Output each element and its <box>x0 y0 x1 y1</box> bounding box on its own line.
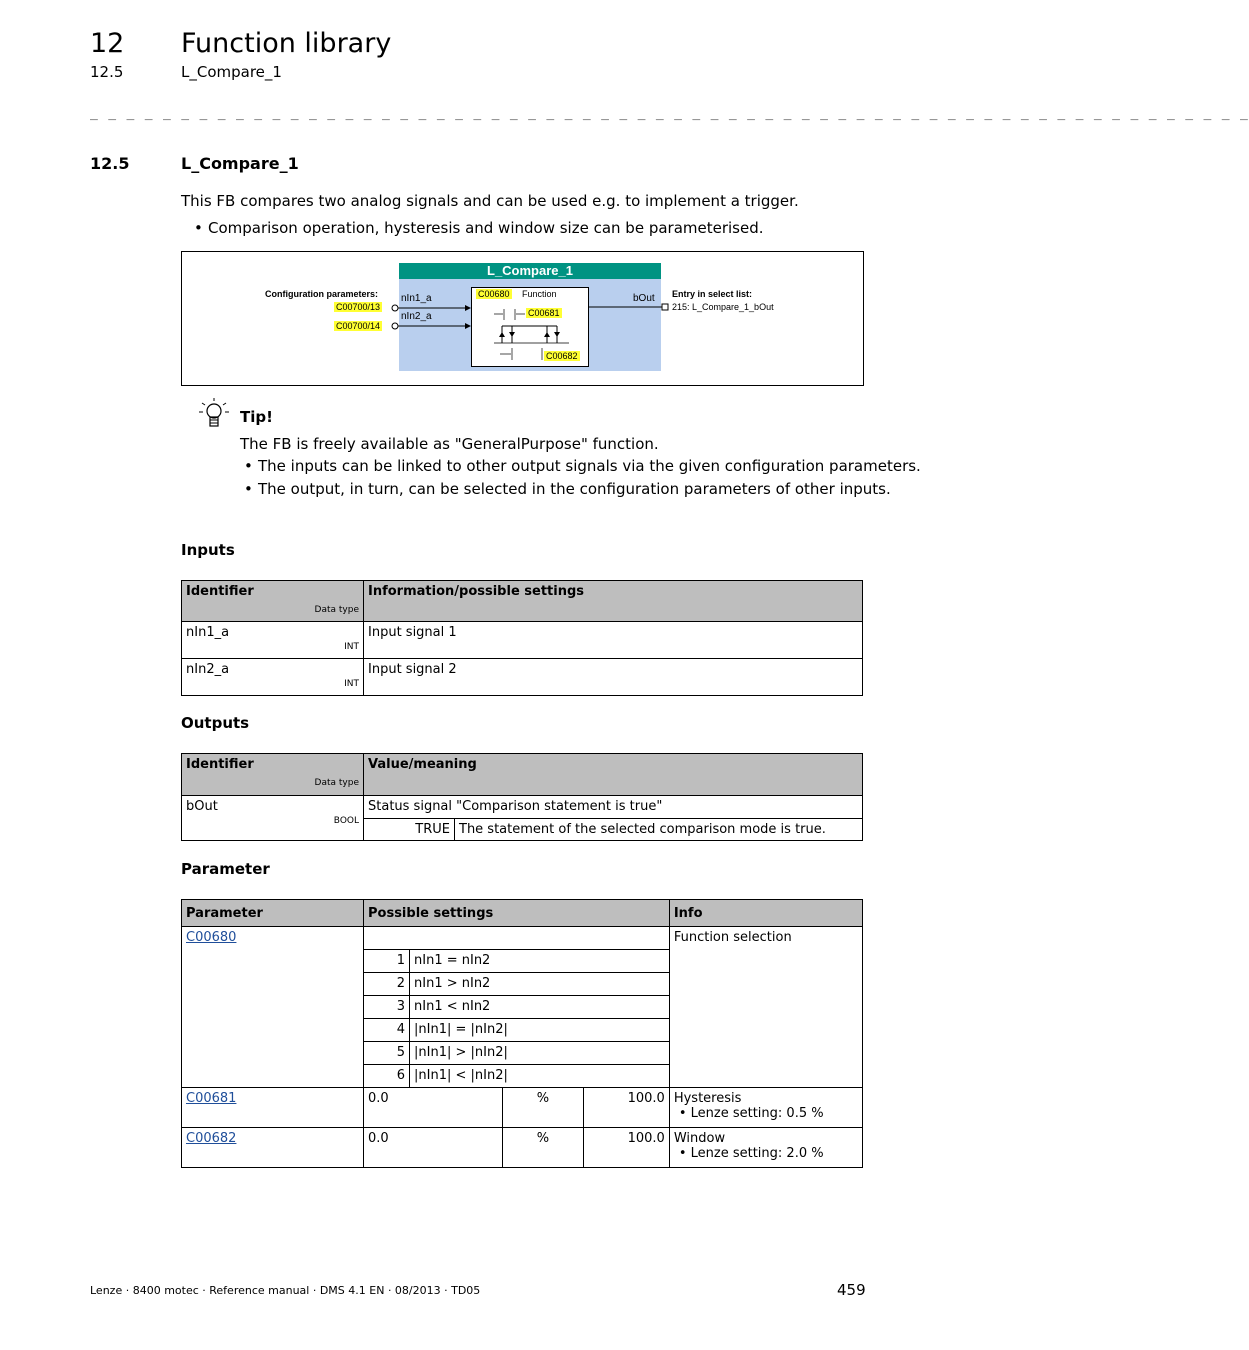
parameter-table <box>181 899 863 1168</box>
config-param-2: C00700/14 <box>336 321 381 331</box>
inputs-heading: Inputs <box>181 541 235 559</box>
lenze-setting-text: Lenze setting: 0.5 % <box>690 1106 824 1121</box>
option-text: |nIn1| = |nIn2| <box>414 1022 508 1037</box>
input-1-label: nIn1_a <box>401 293 432 304</box>
datatype: INT <box>344 642 359 652</box>
function-code: C00680 <box>478 289 510 299</box>
subchapter-number: 12.5 <box>90 63 124 81</box>
meaning: The statement of the selected comparison mode is true. <box>459 822 826 837</box>
lenze-setting: • Lenze setting: 2.0 % <box>678 1146 824 1161</box>
param-unit: % <box>536 1091 550 1106</box>
option-text: nIn1 = nIn2 <box>414 953 491 968</box>
entry-label: Entry in select list: <box>672 289 753 299</box>
inputs-table <box>181 580 863 696</box>
parameter-heading: Parameter <box>181 860 270 878</box>
tip-bullet-1: • The inputs can be linked to other output signals via the given configuration parameters. <box>244 457 921 475</box>
col-datatype: Data type <box>314 778 359 788</box>
param-min: 0.0 <box>368 1091 389 1106</box>
table-row <box>182 622 863 659</box>
param-max: 100.0 <box>627 1091 665 1106</box>
window-code: C00682 <box>546 351 578 361</box>
identifier: nIn1_a <box>186 625 230 640</box>
option-text: |nIn1| < |nIn2| <box>414 1068 508 1083</box>
config-parameters-label: Configuration parameters: <box>265 289 379 299</box>
value: TRUE <box>415 822 450 837</box>
diagram-wiring <box>182 252 863 385</box>
hysteresis-code: C00681 <box>528 308 560 318</box>
tip-bullet-text: The output, in turn, can be selected in the configuration parameters of other inputs. <box>258 480 891 498</box>
config-param-1: C00700/13 <box>336 302 381 312</box>
option-number: 1 <box>396 953 405 968</box>
table-row <box>182 659 863 696</box>
subchapter-title: L_Compare_1 <box>181 63 282 81</box>
output-label: bOut <box>633 293 655 304</box>
lightbulb-icon <box>197 396 233 432</box>
option-number: 4 <box>396 1022 405 1037</box>
tip-text: The FB is freely available as "GeneralPurpose" function. <box>240 435 659 453</box>
param-info: Hysteresis <box>673 1091 742 1106</box>
col-identifier: Identifier <box>186 584 254 599</box>
chapter-title: Function library <box>181 28 392 59</box>
datatype: BOOL <box>333 816 359 826</box>
col-parameter: Parameter <box>186 906 263 921</box>
param-link-c00682[interactable]: C00682 <box>186 1131 237 1146</box>
intro-text: This FB compares two analog signals and can be used e.g. to implement a trigger. <box>181 192 799 210</box>
section-number: 12.5 <box>90 154 130 173</box>
identifier: bOut <box>186 799 218 814</box>
col-value: Value/meaning <box>368 757 477 772</box>
entry-value: 215: L_Compare_1_bOut <box>672 302 774 312</box>
table-row <box>182 796 863 819</box>
input-2-label: nIn2_a <box>401 311 432 322</box>
param-min: 0.0 <box>368 1131 389 1146</box>
col-identifier: Identifier <box>186 757 254 772</box>
option-text: nIn1 < nIn2 <box>414 999 491 1014</box>
intro-bullet-text: Comparison operation, hysteresis and window size can be parameterised. <box>208 219 764 237</box>
option-text: nIn1 > nIn2 <box>414 976 491 991</box>
param-link-c00680[interactable]: C00680 <box>186 930 237 945</box>
info: Input signal 2 <box>368 662 457 677</box>
param-unit: % <box>536 1131 550 1146</box>
lenze-setting-text: Lenze setting: 2.0 % <box>690 1146 824 1161</box>
tip-bullet-text: The inputs can be linked to other output signals via the given configuration parameters. <box>258 457 921 475</box>
option-number: 2 <box>396 976 405 991</box>
option-number: 6 <box>396 1068 405 1083</box>
table-row <box>182 1128 863 1168</box>
param-info: Window <box>673 1131 726 1146</box>
datatype: INT <box>344 679 359 689</box>
chapter-number: 12 <box>90 28 125 59</box>
identifier: nIn2_a <box>186 662 230 677</box>
outputs-table <box>181 753 863 841</box>
intro-bullet: • Comparison operation, hysteresis and window size can be parameterised. <box>194 219 764 237</box>
param-max: 100.0 <box>627 1131 665 1146</box>
info: Input signal 1 <box>368 625 457 640</box>
tip-bullet-2: • The output, in turn, can be selected in the configuration parameters of other inputs. <box>244 480 891 498</box>
option-number: 5 <box>396 1045 405 1060</box>
function-label: Function <box>522 289 557 299</box>
col-datatype: Data type <box>314 605 359 615</box>
tip-title: Tip! <box>240 408 273 426</box>
page-number: 459 <box>837 1281 866 1299</box>
footer-text: Lenze · 8400 motec · Reference manual · DMS 4.1 EN · 08/2013 · TD05 <box>90 1284 481 1297</box>
col-info: Info <box>673 906 703 921</box>
table-row <box>182 927 863 950</box>
table-row <box>182 1088 863 1128</box>
lenze-setting: • Lenze setting: 0.5 % <box>678 1106 824 1121</box>
function-block-diagram <box>181 251 864 386</box>
section-title: L_Compare_1 <box>181 154 299 173</box>
fb-title: L_Compare_1 <box>399 263 661 279</box>
outputs-heading: Outputs <box>181 714 250 732</box>
param-link-c00681[interactable]: C00681 <box>186 1091 237 1106</box>
option-text: |nIn1| > |nIn2| <box>414 1045 508 1060</box>
param-info: Function selection <box>673 930 792 945</box>
col-settings: Possible settings <box>368 906 494 921</box>
option-number: 3 <box>396 999 405 1014</box>
info: Status signal "Comparison statement is true" <box>368 799 663 814</box>
header-separator: _ _ _ _ _ _ _ _ _ _ _ _ _ _ _ _ _ _ _ _ _ _ _ _ _ _ _ _ _ _ _ _ _ _ _ _ _ _ _ _ _ _ _ _ _ _ _ _ _ _ _ _ _ _ _ _ _ _ _ _ _ _ _ _ <box>90 106 1249 121</box>
col-info: Information/possible settings <box>368 584 585 599</box>
